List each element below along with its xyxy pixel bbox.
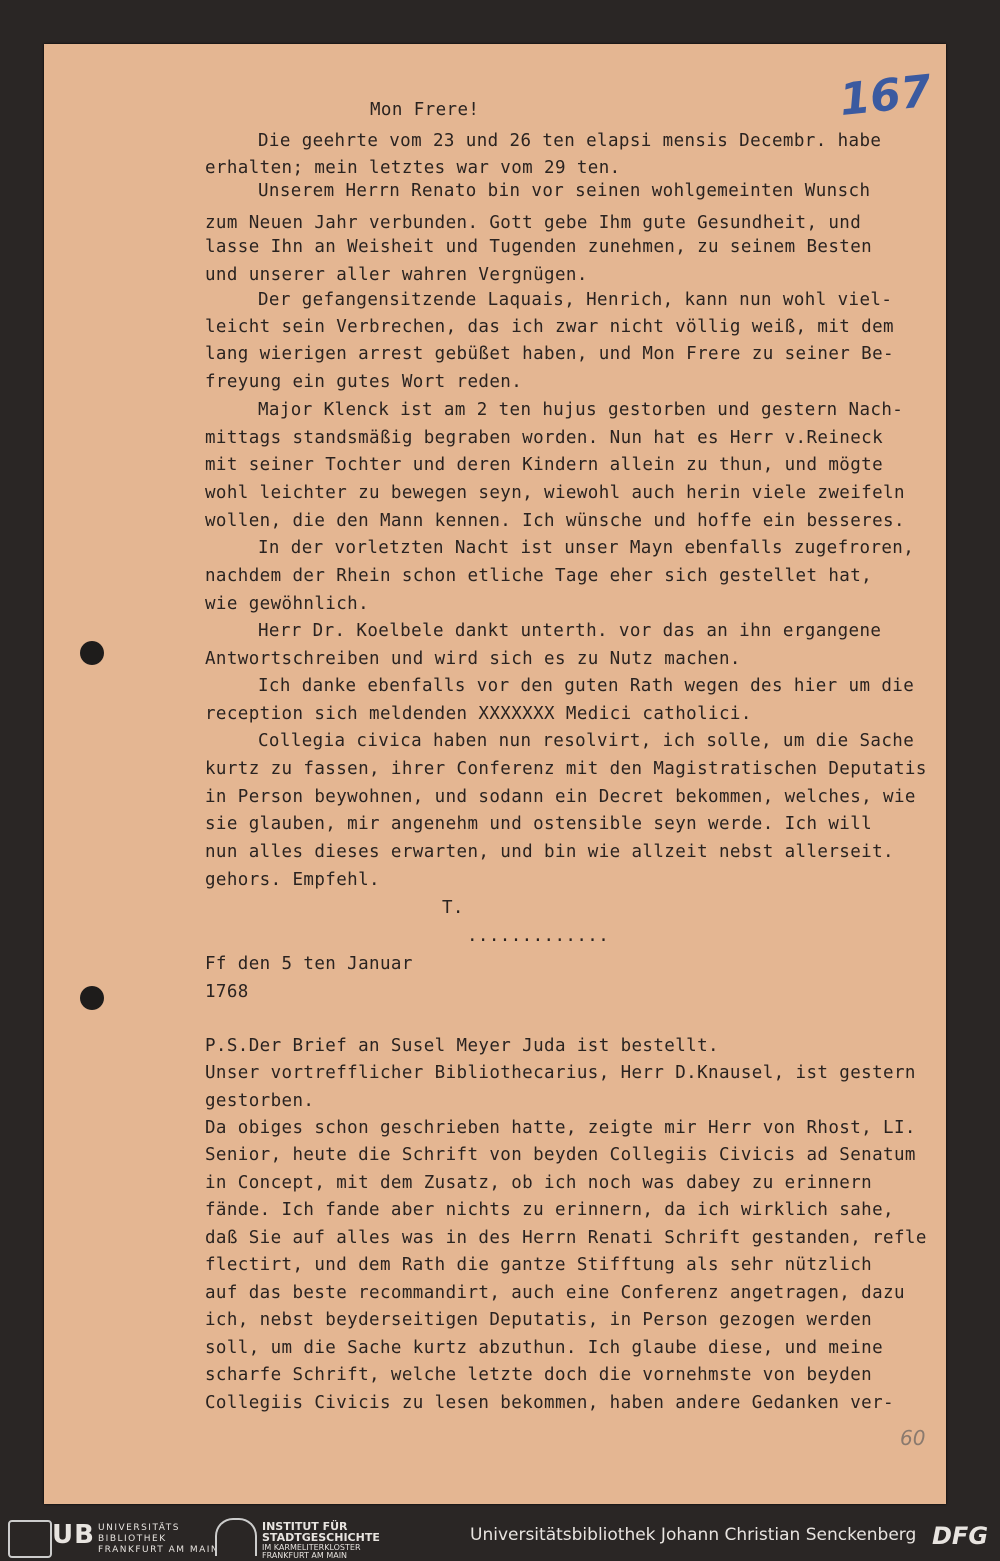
- letter-line: nachdem der Rhein schon etliche Tage eher sich gestellet hat,: [205, 566, 873, 586]
- letter-line: ich, nebst beyderseitigen Deputatis, in Person gezogen werden: [205, 1310, 873, 1330]
- page-number: 60: [900, 1426, 926, 1450]
- letter-line: T.: [442, 898, 464, 918]
- dfg-logo: DFG: [932, 1522, 989, 1550]
- letter-line: soll, um die Sache kurtz abzuthun. Ich glaube diese, und meine: [205, 1338, 884, 1358]
- letter-line: wie gewöhnlich.: [205, 594, 370, 614]
- punch-hole-bottom: [80, 986, 104, 1010]
- letter-line: wohl leichter zu bewegen seyn, wiewohl auch herin viele zweifeln: [205, 483, 905, 503]
- letter-line: kurtz zu fassen, ihrer Conferenz mit den Magistratischen Deputatis: [205, 759, 927, 779]
- letter-line: Da obiges schon geschrieben hatte, zeigte mir Herr von Rhost, LI.: [205, 1118, 916, 1138]
- letter-line: nun alles dieses erwarten, und bin wie allzeit nebst allerseit.: [205, 842, 894, 862]
- letter-line: Ich danke ebenfalls vor den guten Rath wegen des hier um die: [258, 676, 915, 696]
- letter-line: freyung ein gutes Wort reden.: [205, 372, 523, 392]
- isg-logo-icon: [215, 1518, 257, 1556]
- letter-line: lang wierigen arrest gebüßet haben, und Mon Frere zu seiner Be-: [205, 344, 894, 364]
- ub-subtitle: UNIVERSITÄTS BIBLIOTHEK FRANKFURT AM MAIN: [98, 1523, 220, 1555]
- letter-line: lasse Ihn an Weisheit und Tugenden zunehmen, zu seinem Besten: [205, 237, 873, 257]
- letter-line: Herr Dr. Koelbele dankt unterth. vor das an ihn ergangene: [258, 621, 882, 641]
- letter-line: reception sich meldenden XXXXXXX Medici catholici.: [205, 704, 752, 724]
- letter-line: Mon Frere!: [370, 100, 480, 120]
- letter-line: in Person beywohnen, und sodann ein Decret bekommen, welches, wie: [205, 787, 916, 807]
- letter-line: 1768: [205, 982, 249, 1002]
- letter-line: Collegiis Civicis zu lesen bekommen, haben andere Gedanken ver-: [205, 1393, 894, 1413]
- letter-line: wollen, die den Mann kennen. Ich wünsche und hoffe ein besseres.: [205, 511, 905, 531]
- letter-line: Antwortschreiben und wird sich es zu Nutz machen.: [205, 649, 741, 669]
- letter-line: gehors. Empfehl.: [205, 870, 380, 890]
- isg-name: INSTITUT FÜR STADTGESCHICHTE: [262, 1520, 380, 1544]
- ub-name: UB: [52, 1520, 95, 1550]
- letter-line: In der vorletzten Nacht ist unser Mayn ebenfalls zugefroren,: [258, 538, 915, 558]
- letter-line: auf das beste recommandirt, auch eine Conferenz angetragen, dazu: [205, 1283, 905, 1303]
- punch-hole-top: [80, 641, 104, 665]
- letter-line: Der gefangensitzende Laquais, Henrich, kann nun wohl viel-: [258, 290, 893, 310]
- folio-number: 167: [837, 65, 934, 127]
- library-title: Universitätsbibliothek Johann Christian Senckenberg: [470, 1525, 917, 1545]
- letter-line: zum Neuen Jahr verbunden. Gott gebe Ihm gute Gesundheit, und: [205, 213, 862, 233]
- ub-logo-icon: [8, 1520, 52, 1558]
- letter-line: Ff den 5 ten Januar: [205, 954, 413, 974]
- letter-line: Major Klenck ist am 2 ten hujus gestorben und gestern Nach-: [258, 400, 904, 420]
- letter-line: scharfe Schrift, welche letzte doch die vornehmste von beyden: [205, 1365, 873, 1385]
- letter-line: fände. Ich fande aber nichts zu erinnern, da ich wirklich sahe,: [205, 1200, 894, 1220]
- letter-line: sie glauben, mir angenehm und ostensible seyn werde. Ich will: [205, 814, 873, 834]
- letter-line: mittags standsmäßig begraben worden. Nun hat es Herr v.Reineck: [205, 428, 884, 448]
- letter-line: daß Sie auf alles was in des Herrn Renati Schrift gestanden, refle: [205, 1228, 927, 1248]
- letter-line: Senior, heute die Schrift von beyden Collegiis Civicis ad Senatum: [205, 1145, 916, 1165]
- isg-subtitle: IM KARMELITERKLOSTER FRANKFURT AM MAIN: [262, 1543, 361, 1560]
- letter-line: P.S.Der Brief an Susel Meyer Juda ist bestellt.: [205, 1036, 719, 1056]
- letter-line: leicht sein Verbrechen, das ich zwar nicht völlig weiß, mit dem: [205, 317, 894, 337]
- letter-line: erhalten; mein letztes war vom 29 ten.: [205, 158, 621, 178]
- letter-line: Die geehrte vom 23 und 26 ten elapsi mensis Decembr. habe: [258, 131, 882, 151]
- footer-bar: [0, 1512, 1000, 1561]
- letter-line: mit seiner Tochter und deren Kindern allein zu thun, und mögte: [205, 455, 884, 475]
- letter-line: Collegia civica haben nun resolvirt, ich solle, um die Sache: [258, 731, 915, 751]
- letter-line: in Concept, mit dem Zusatz, ob ich noch was dabey zu erinnern: [205, 1173, 873, 1193]
- letter-line: .............: [467, 926, 610, 946]
- letter-line: und unserer aller wahren Vergnügen.: [205, 265, 588, 285]
- letter-line: Unserem Herrn Renato bin vor seinen wohlgemeinten Wunsch: [258, 181, 871, 201]
- letter-line: gestorben.: [205, 1091, 315, 1111]
- letter-line: flectirt, und dem Rath die gantze Stifftung als sehr nützlich: [205, 1255, 873, 1275]
- letter-line: Unser vortrefflicher Bibliothecarius, Herr D.Knausel, ist gestern: [205, 1063, 916, 1083]
